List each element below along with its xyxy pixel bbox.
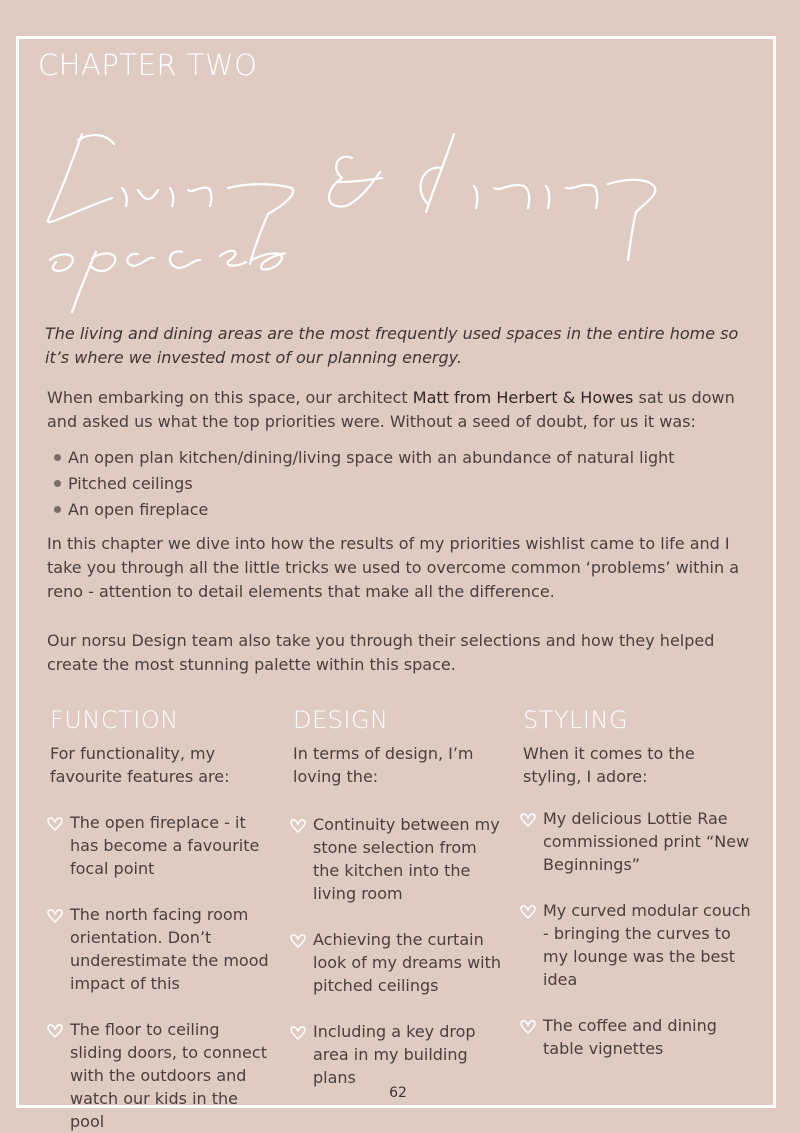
heart-outline-icon — [290, 1025, 306, 1041]
heart-outline-icon — [520, 1019, 536, 1035]
para1-before: When embarking on this space, our architect — [47, 388, 413, 407]
heart-outline-icon — [47, 1023, 63, 1039]
para1-after: sat us down and asked us what the top priorities were. Without a seed of doubt, for us it was: — [47, 388, 735, 431]
script-title — [42, 128, 762, 318]
column-function — [50, 704, 275, 1133]
column-styling — [523, 704, 758, 1060]
feature-list — [523, 807, 758, 1060]
architect-name: Matt from Herbert & Howes — [412, 388, 634, 407]
column-lead: For functionality, my favourite features are: — [50, 744, 230, 786]
column-lead: When it comes to the styling, I adore: — [523, 744, 695, 786]
list-item: The floor to ceiling sliding doors, to connect with the outdoors and watch our kids in the pool — [50, 1018, 275, 1133]
bullet-dot-icon — [54, 454, 61, 461]
list-item: An open fireplace — [52, 497, 752, 523]
column-design — [293, 704, 508, 1089]
list-item: Pitched ceilings — [52, 471, 752, 497]
heart-outline-icon — [47, 908, 63, 924]
column-heading: STYLING — [523, 706, 629, 734]
paragraph-architect — [47, 386, 757, 434]
page-number: 62 — [389, 1085, 407, 1101]
list-item: The open fireplace - it has become a favourite focal point — [50, 811, 275, 880]
list-item: The coffee and dining table vignettes — [523, 1014, 758, 1060]
bullet-dot-icon — [54, 480, 61, 487]
bullet-dot-icon — [54, 506, 61, 513]
column-lead: In terms of design, I’m loving the: — [293, 744, 474, 786]
paragraph-chapter: In this chapter we dive into how the results of my priorities wishlist came to life and I take you through all the little tricks we used to overcome common ‘problems’ within a reno - attention to detail elements that make all the difference. — [47, 534, 740, 601]
heart-outline-icon — [290, 933, 306, 949]
heart-outline-icon — [520, 904, 536, 920]
heart-outline-icon — [520, 812, 536, 828]
priorities-list — [52, 445, 752, 523]
list-item: Continuity between my stone selection from the kitchen into the living room — [293, 813, 508, 905]
list-item: An open plan kitchen/dining/living space with an abundance of natural light — [52, 445, 752, 471]
paragraph-design-team: Our norsu Design team also take you through their selections and how they helped create the most stunning palette within this space. — [47, 631, 715, 674]
list-item: The north facing room orientation. Don’t underestimate the mood impact of this — [50, 903, 275, 995]
column-heading: FUNCTION — [50, 706, 179, 734]
list-item: My delicious Lottie Rae commissioned print “New Beginnings” — [523, 807, 758, 876]
heart-outline-icon — [47, 816, 63, 832]
list-item: Including a key drop area in my building plans — [293, 1020, 508, 1089]
heart-outline-icon — [290, 818, 306, 834]
column-heading: DESIGN — [293, 706, 389, 734]
chapter-label: CHAPTER TWO — [38, 48, 258, 82]
intro-text: The living and dining areas are the most frequently used spaces in the entire home so it’s where we invested most of our planning energy. — [45, 324, 739, 367]
list-item: My curved modular couch - bringing the curves to my lounge was the best idea — [523, 899, 758, 991]
list-item: Achieving the curtain look of my dreams with pitched ceilings — [293, 928, 508, 997]
feature-list — [293, 813, 508, 1089]
